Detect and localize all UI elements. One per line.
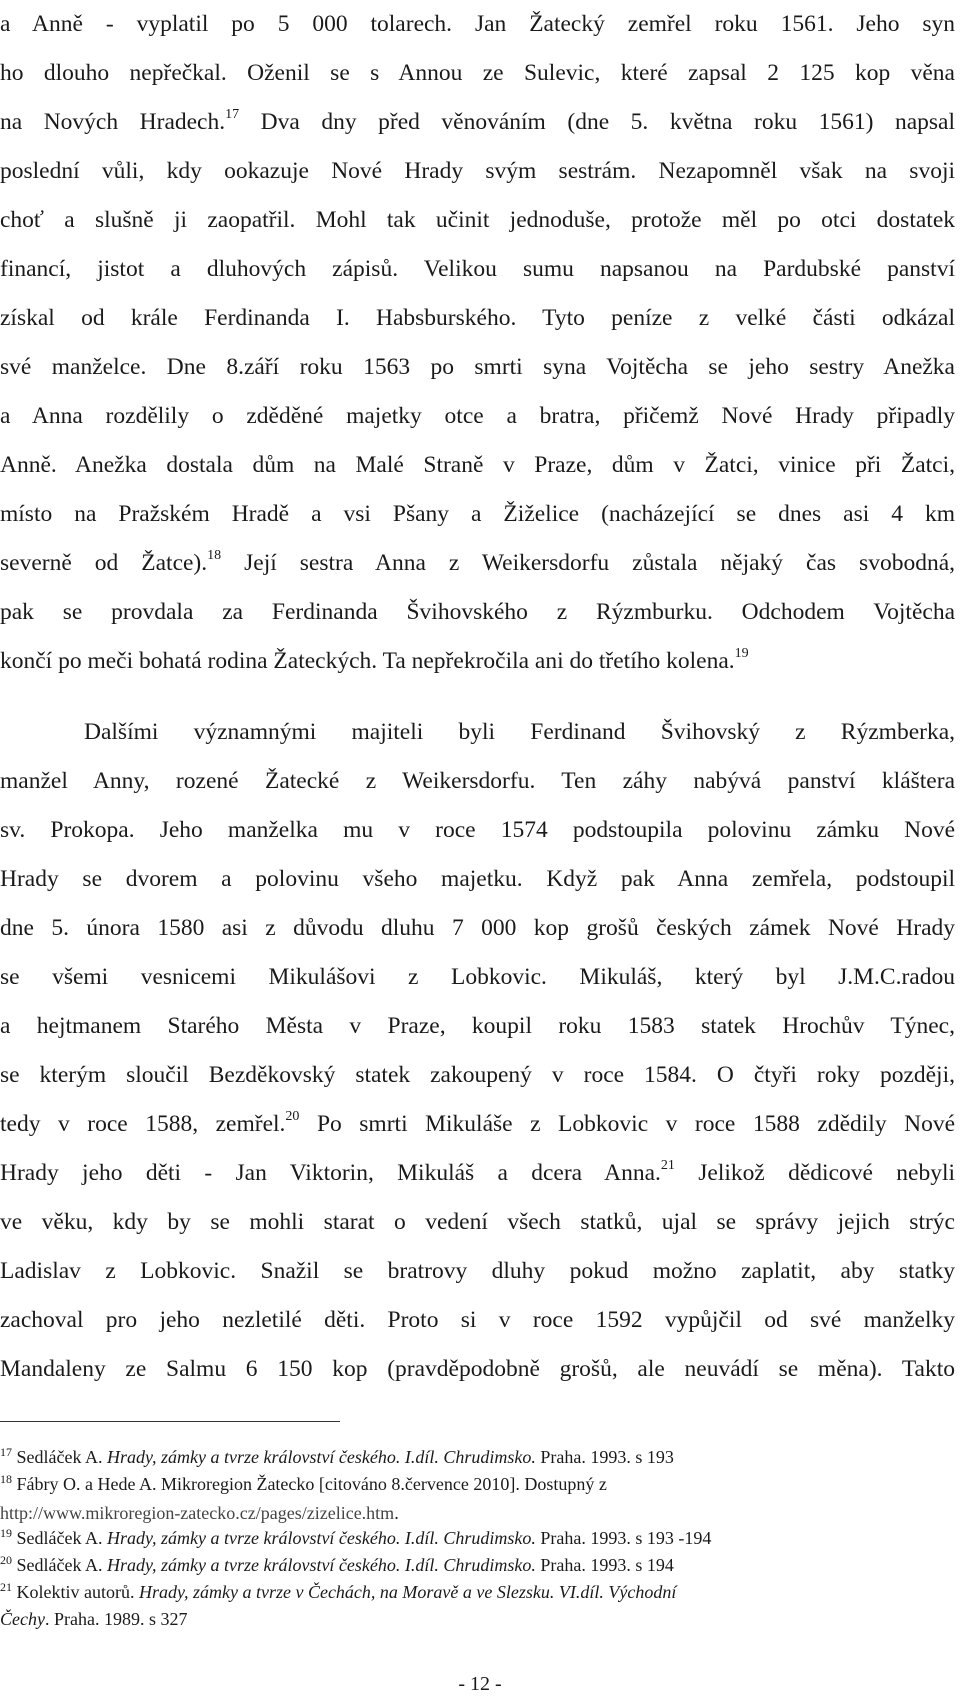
text-line: se kterým sloučil Bezděkovský statek zakoupený v roce 1584. O čtyři roky později, bbox=[0, 1062, 955, 1088]
text-run: Její sestra Anna z Weikersdorfu zůstala nějaký čas svobodná, bbox=[221, 550, 956, 576]
footnote-rest: Praha. 1993. s 194 bbox=[535, 1555, 674, 1575]
footnote-number: 19 bbox=[0, 1526, 12, 1540]
text-line: místo na Pražském Hradě a vsi Pšany a Žiželice (nacházející se dnes asi 4 km bbox=[0, 501, 955, 527]
footnote-author: Sedláček A. bbox=[16, 1555, 107, 1575]
text-line: a Anna rozdělily o zděděné majetky otce a bratra, přičemž Nové Hrady připadly bbox=[0, 403, 955, 429]
text-line: financí, jistot a dluhových zápisů. Velikou sumu napsanou na Pardubské panství bbox=[0, 256, 955, 282]
footnote-title: Hrady, zámky a tvrze království českého. I.díl. Chrudimsko. bbox=[106, 1447, 536, 1467]
footnote-18 bbox=[0, 1472, 955, 1499]
footnote-18-continued bbox=[0, 1501, 955, 1526]
text-line: zachoval pro jeho nezletilé děti. Proto si v roce 1592 vypůjčil od své manželky bbox=[0, 1307, 955, 1333]
text-line: manžel Anny, rozené Žatecké z Weikersdorfu. Ten záhy nabývá panství kláštera bbox=[0, 768, 955, 794]
footnote-ref-19[interactable]: 19 bbox=[734, 646, 749, 661]
footnote-19 bbox=[0, 1526, 955, 1553]
text-line: poslední vůli, kdy ookazuje Nové Hrady svým sestrám. Nezapomněl však na svoji bbox=[0, 158, 955, 184]
footnote-17 bbox=[0, 1445, 955, 1472]
text-line: Anně. Anežka dostala dům na Malé Straně v Praze, dům v Žatci, vinice při Žatci, bbox=[0, 452, 955, 478]
text-line: pak se provdala za Ferdinanda Švihovského z Rýzmburku. Odchodem Vojtěcha bbox=[0, 599, 955, 625]
text-run: Dva dny před věnováním (dne 5. května roku 1561) napsal bbox=[239, 109, 955, 135]
footnote-title: Hrady, zámky a tvrze království českého. I.díl. Chrudimsko. bbox=[106, 1555, 536, 1575]
footnote-21-continued bbox=[0, 1607, 955, 1632]
text-line: ho dlouho nepřečkal. Oženil se s Annou ze Sulevic, které zapsal 2 125 kop věna bbox=[0, 60, 955, 86]
footnote-rest: Praha. 1993. s 193 -194 bbox=[535, 1528, 712, 1548]
footnote-21 bbox=[0, 1580, 955, 1607]
footnote-author: Sedláček A. bbox=[16, 1447, 107, 1467]
footnote-title: Hrady, zámky a tvrze království českého. I.díl. Chrudimsko. bbox=[106, 1528, 536, 1548]
footnote-number: 18 bbox=[0, 1472, 12, 1486]
page-number: - 12 - bbox=[458, 1673, 502, 1695]
text-run: severně od Žatce). bbox=[0, 550, 208, 576]
text-run: tedy v roce 1588, zemřel. bbox=[0, 1111, 286, 1137]
footnote-author: Sedláček A. bbox=[16, 1528, 107, 1548]
text-line: choť a slušně ji zaopatřil. Mohl tak učinit jednoduše, protože měl po otci dostatek bbox=[0, 207, 955, 233]
text-run: Hrady jeho děti - Jan Viktorin, Mikuláš a dcera Anna. bbox=[0, 1160, 661, 1186]
text-line: dne 5. února 1580 asi z důvodu dluhu 7 000 kop grošů českých zámek Nové Hrady bbox=[0, 915, 955, 941]
text-run: Jelikož dědicové nebyli bbox=[674, 1160, 955, 1186]
text-line bbox=[0, 539, 955, 588]
footnote-text: Fábry O. a Hede A. Mikroregion Žatecko [citováno 8.července 2010]. Dostupný z bbox=[16, 1474, 607, 1494]
text-line bbox=[0, 98, 955, 147]
footnote-number: 20 bbox=[0, 1553, 12, 1567]
footnote-separator bbox=[0, 1421, 340, 1422]
footnotes bbox=[0, 1445, 955, 1632]
footnote-ref-20[interactable]: 20 bbox=[285, 1109, 300, 1124]
text-line: sv. Prokopa. Jeho manželka mu v roce 1574 podstoupila polovinu zámku Nové bbox=[0, 817, 955, 843]
footnote-rest: . Praha. 1989. s 327 bbox=[44, 1609, 188, 1629]
text-line: své manželce. Dne 8.září roku 1563 po smrti syna Vojtěcha se jeho sestry Anežka bbox=[0, 354, 955, 380]
text-line: a Anně - vyplatil po 5 000 tolarech. Jan Žatecký zemřel roku 1561. Jeho syn bbox=[0, 11, 955, 37]
text-run: na Nových Hradech. bbox=[0, 109, 226, 135]
text-run: Po smrti Mikuláše z Lobkovic v roce 1588 zdědily Nové bbox=[299, 1111, 955, 1137]
text-line: ve věku, kdy by se mohli starat o vedení všech statků, ujal se správy jejich strýc bbox=[0, 1209, 955, 1235]
paragraph-2 bbox=[0, 708, 955, 1394]
paragraph-1 bbox=[0, 0, 955, 686]
footnote-ref-17[interactable]: 17 bbox=[225, 107, 240, 122]
footnote-link[interactable]: http://www.mikroregion-zatecko.cz/pages/zizelice.htm bbox=[0, 1503, 395, 1523]
footnote-rest: . bbox=[394, 1503, 399, 1523]
footnote-number: 17 bbox=[0, 1445, 12, 1459]
text-line bbox=[0, 1149, 955, 1198]
text-line bbox=[0, 637, 955, 686]
footnote-title: Hrady, zámky a tvrze v Čechách, na Moravě a ve Slezsku. VI.díl. Východní bbox=[138, 1582, 677, 1602]
text-line: získal od krále Ferdinanda I. Habsburského. Tyto peníze z velké části odkázal bbox=[0, 305, 955, 331]
footnote-author: Kolektiv autorů. bbox=[16, 1582, 139, 1602]
text-line: Hrady se dvorem a polovinu všeho majetku. Když pak Anna zemřela, podstoupil bbox=[0, 866, 955, 892]
text-line bbox=[0, 1100, 955, 1149]
text-run: končí po meči bohatá rodina Žateckých. Ta nepřekročila ani do třetího kolena. bbox=[0, 648, 735, 674]
footnote-title: Čechy bbox=[0, 1609, 45, 1629]
footnote-ref-18[interactable]: 18 bbox=[207, 548, 222, 563]
footnote-number: 21 bbox=[0, 1580, 12, 1594]
text-line: Ladislav z Lobkovic. Snažil se bratrovy dluhy pokud možno zaplatit, aby statky bbox=[0, 1258, 955, 1284]
footnote-rest: Praha. 1993. s 193 bbox=[535, 1447, 674, 1467]
text-line: Dalšími významnými majiteli byli Ferdinand Švihovský z Rýzmberka, bbox=[84, 719, 955, 745]
footnote-ref-21[interactable]: 21 bbox=[660, 1158, 675, 1173]
text-line: se všemi vesnicemi Mikulášovi z Lobkovic. Mikuláš, který byl J.M.C.radou bbox=[0, 964, 955, 990]
text-line: a hejtmanem Starého Města v Praze, koupil roku 1583 statek Hrochův Týnec, bbox=[0, 1013, 955, 1039]
footnote-20 bbox=[0, 1553, 955, 1580]
text-line: Mandaleny ze Salmu 6 150 kop (pravděpodobně grošů, ale neuvádí se měna). Takto bbox=[0, 1356, 955, 1382]
